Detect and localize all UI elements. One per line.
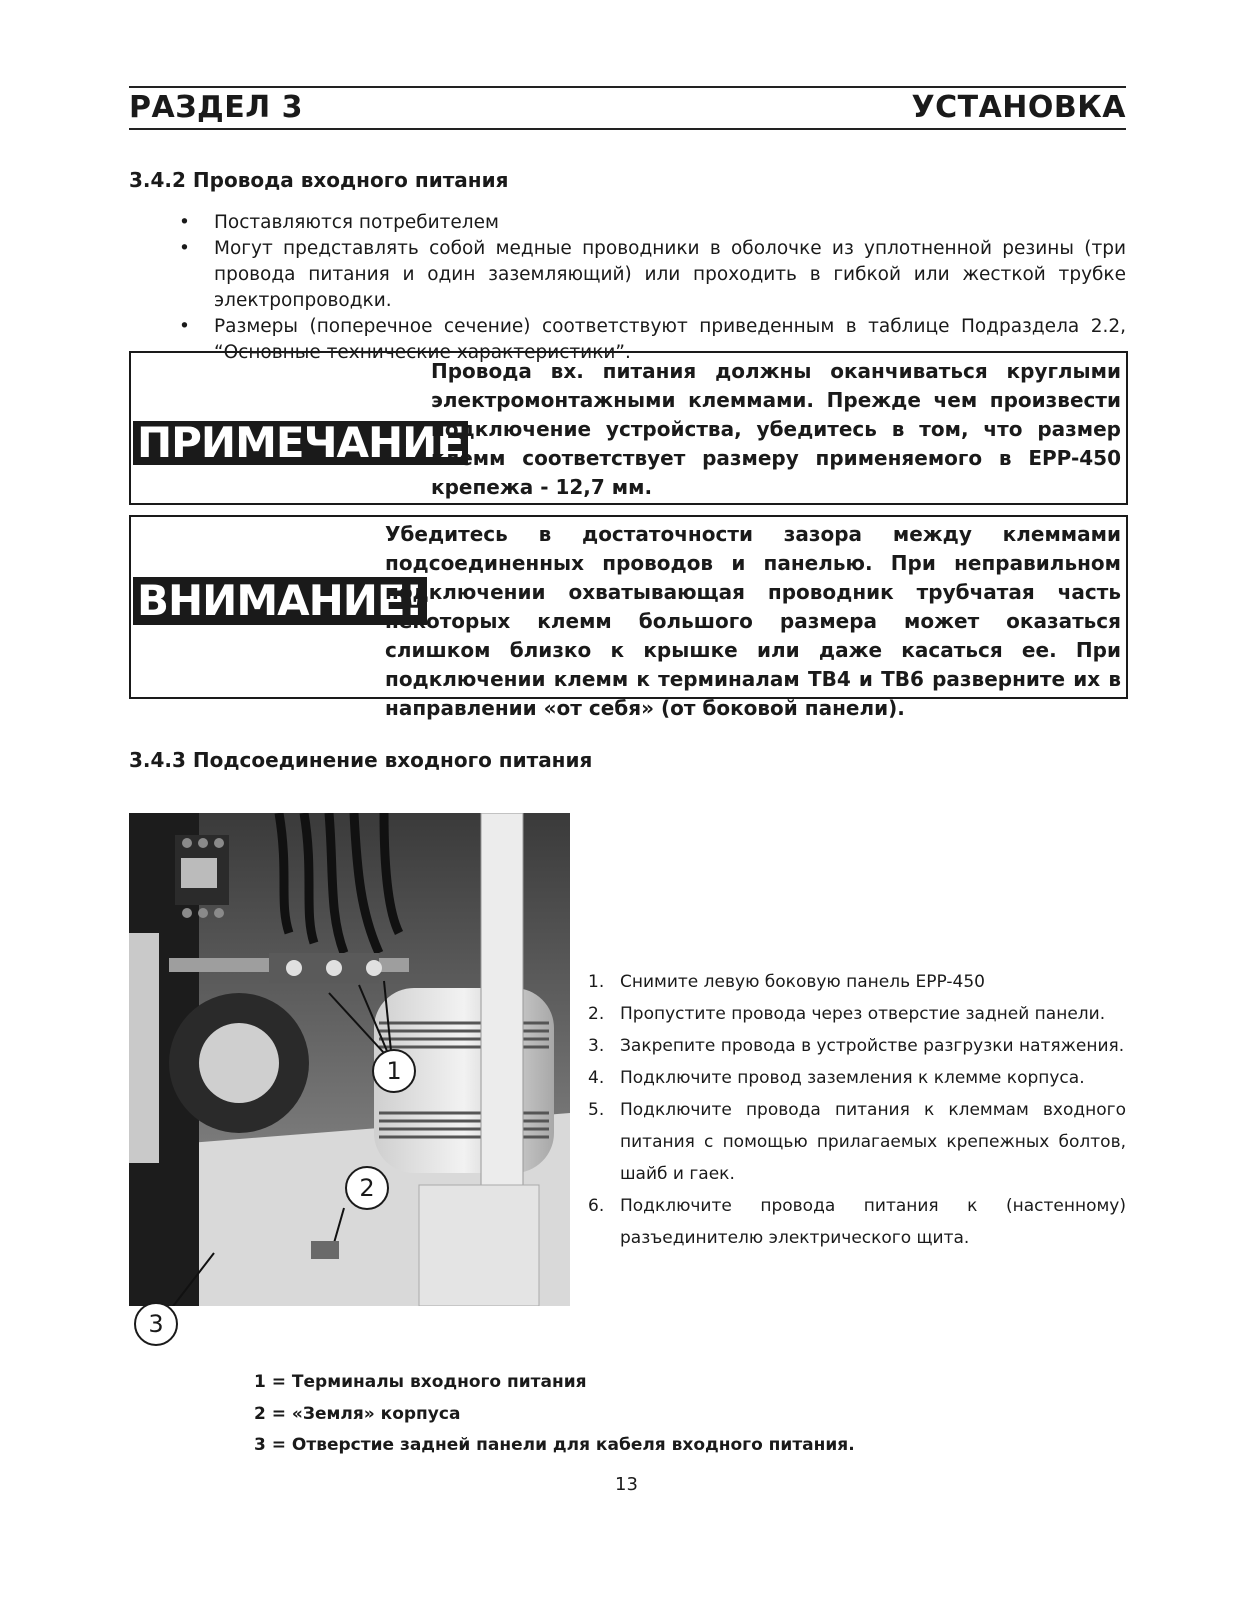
page-number: 13 (615, 1474, 638, 1495)
warning-label: ВНИМАНИЕ! (133, 577, 427, 625)
step-item: 6. Подключите провода питания к (настенному) разъединителю электрического щита. (588, 1196, 1126, 1248)
equipment-illustration (129, 813, 570, 1306)
step-item: 3. Закрепите провода в устройстве разгрузки натяжения. (588, 1036, 1125, 1056)
step-item: 2. Пропустите провода через отверстие задней панели. (588, 1004, 1106, 1024)
header-bottom-rule (129, 128, 1126, 130)
bullet-item: • Размеры (поперечное сечение) соответствуют приведенным в таблице Подраздела 2.2, “Основные технические характеристики”. (179, 316, 1126, 363)
section-343-title: 3.4.3 Подсоединение входного питания (129, 748, 593, 772)
warning-text: Убедитесь в достаточности зазора между клеммами подсоединенных проводов и панелью. При неправильном подключении охватывающая проводник трубчатая часть некоторых клемм большого размера может оказаться слишком близко к крышке или даже касаться ее. При подключении клемм к терминалам TB4 и TB6 разверните их в направлении «от себя» (от боковой панели). (385, 522, 1121, 720)
section-342-title: 3.4.2 Провода входного питания (129, 168, 509, 192)
step-item: 1. Снимите левую боковую панель EPP-450 (588, 972, 985, 992)
bullet-item: • Могут представлять собой медные проводники в оболочке из уплотненной резины (три провода питания и один заземляющий) или проходить в гибкой или жесткой трубке электропроводки. (179, 238, 1126, 311)
note-label: ПРИМЕЧАНИЕ (133, 421, 468, 465)
note-text: Провода вх. питания должны оканчиваться круглыми электромонтажными клеммами. Прежде чем произвести подключение устройства, убедитесь в том, что размер клемм соответствует размеру применяемого в EPP-450 крепежа - 12,7 мм. (431, 359, 1121, 499)
chapter-title: УСТАНОВКА (911, 90, 1126, 125)
callout-3: 3 (134, 1302, 178, 1346)
equipment-photo (129, 813, 570, 1306)
section-label: РАЗДЕЛ 3 (129, 90, 303, 125)
supply-wire-bullets (129, 210, 1126, 366)
bullet-item: • Поставляются потребителем (179, 212, 499, 233)
legend-item-1: 1 = Терминалы входного питания (254, 1372, 587, 1392)
callout-1: 1 (372, 1049, 416, 1093)
callout-2: 2 (345, 1166, 389, 1210)
step-item: 5. Подключите провода питания к клеммам входного питания с помощью прилагаемых крепежных болтов, шайб и гаек. (588, 1100, 1126, 1184)
connection-steps (586, 966, 1126, 1254)
step-item: 4. Подключите провод заземления к клемме корпуса. (588, 1068, 1085, 1088)
header-top-rule (129, 86, 1126, 88)
legend-item-3: 3 = Отверстие задней панели для кабеля входного питания. (254, 1435, 855, 1455)
warning-box (129, 515, 1128, 720)
note-box (129, 351, 1128, 505)
legend-item-2: 2 = «Земля» корпуса (254, 1404, 461, 1424)
